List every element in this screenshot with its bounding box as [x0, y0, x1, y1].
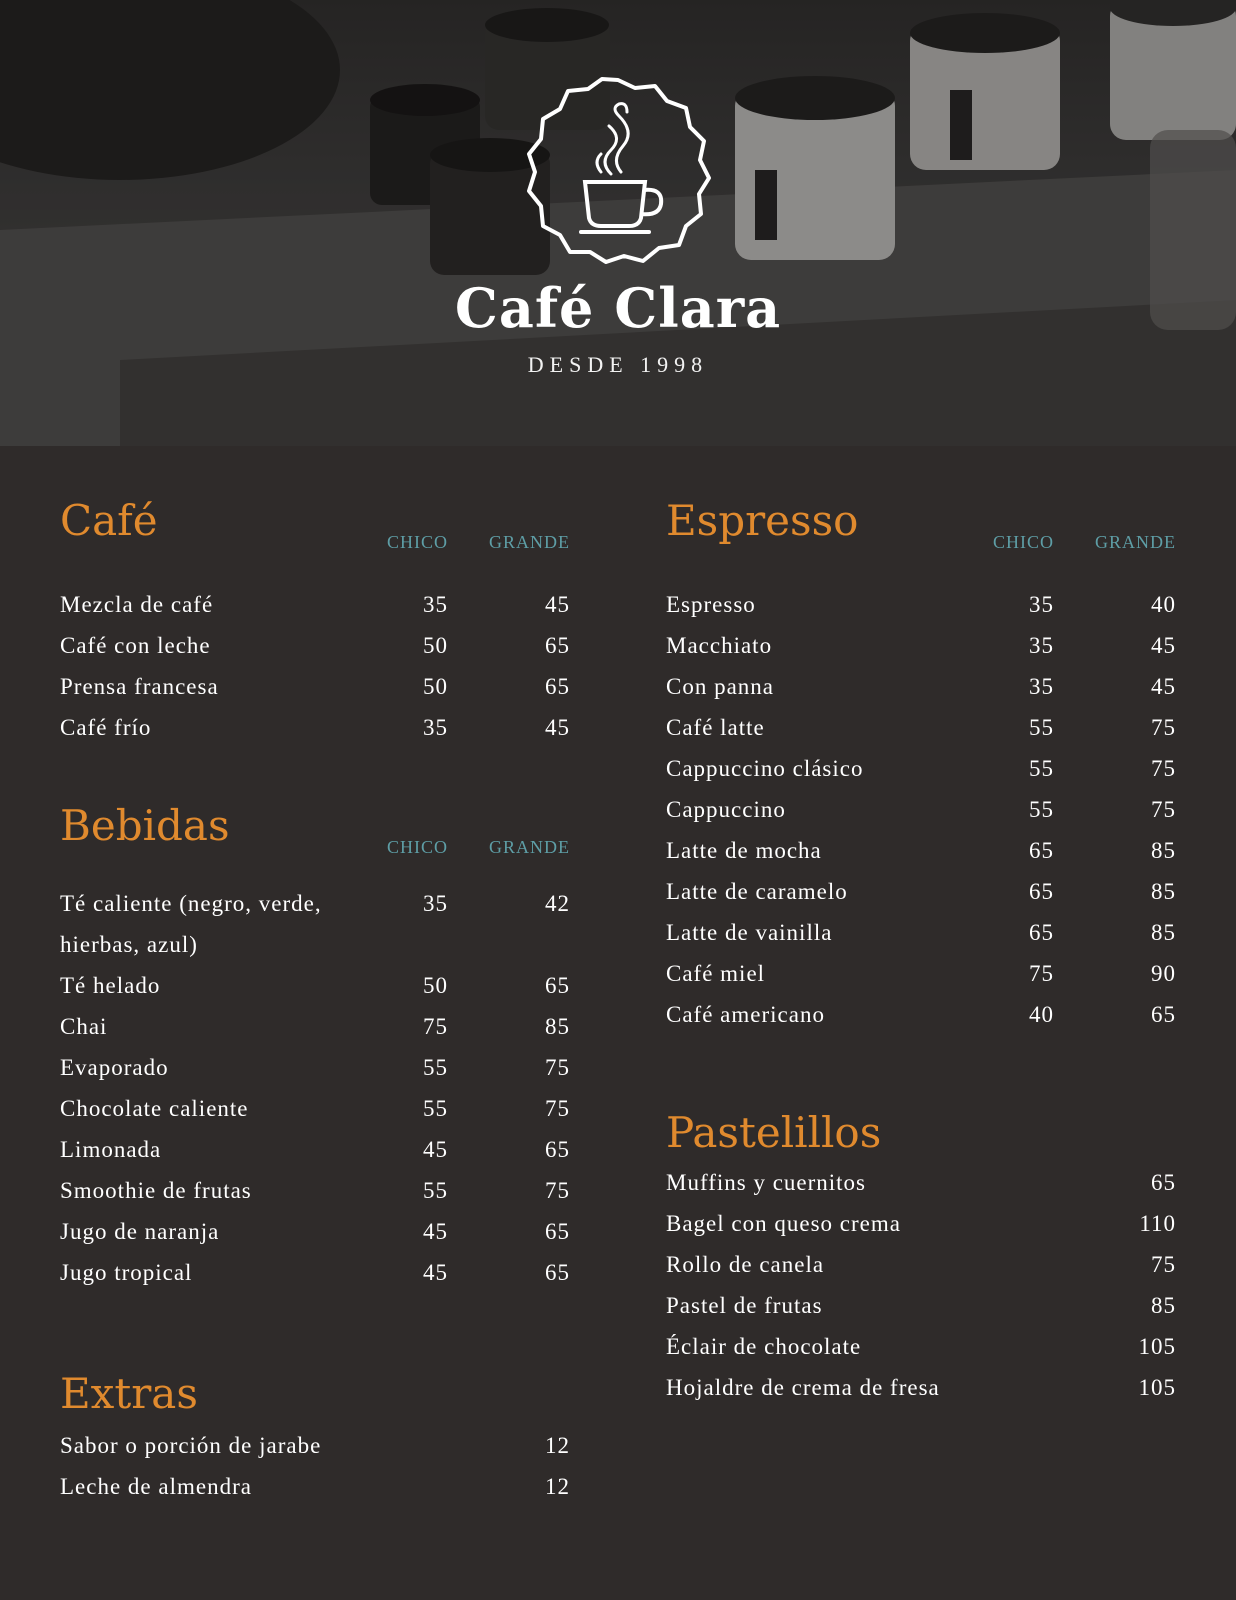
price-grande: 65 — [545, 1219, 570, 1244]
price-grande: 85 — [1151, 879, 1176, 904]
menu-item — [666, 584, 1176, 625]
item-price: 105 — [1138, 1334, 1176, 1359]
price-grande: 75 — [545, 1055, 570, 1080]
menu-item — [666, 830, 1176, 871]
price-chico: 35 — [1029, 633, 1054, 658]
item-name: Chocolate caliente — [60, 1096, 249, 1121]
menu-item — [60, 666, 570, 707]
menu-item — [60, 1047, 570, 1088]
price-chico: 50 — [423, 973, 448, 998]
item-name: Latte de mocha — [666, 838, 822, 863]
item-price: 12 — [545, 1474, 570, 1499]
item-name: Éclair de chocolate — [666, 1334, 862, 1359]
price-chico: 75 — [1029, 961, 1054, 986]
item-name: Prensa francesa — [60, 674, 219, 699]
item-name: Té helado — [60, 973, 161, 998]
brand-name: Café Clara — [454, 276, 782, 340]
item-price: 110 — [1139, 1211, 1176, 1236]
menu-item — [666, 1203, 1176, 1244]
menu-item — [666, 994, 1176, 1035]
price-grande: 90 — [1151, 961, 1176, 986]
price-grande: 45 — [1151, 674, 1176, 699]
menu-item — [666, 953, 1176, 994]
price-grande: 85 — [545, 1014, 570, 1039]
menu-item — [666, 1244, 1176, 1285]
price-chico: 35 — [423, 592, 448, 617]
price-chico: 35 — [1029, 592, 1054, 617]
menu-item — [60, 1211, 570, 1252]
price-grande: 75 — [545, 1178, 570, 1203]
item-name: Macchiato — [666, 633, 773, 658]
menu-item — [666, 1162, 1176, 1203]
item-name: Café americano — [666, 1002, 825, 1027]
menu-item — [60, 1425, 570, 1466]
menu-item — [60, 1252, 570, 1293]
price-grande: 85 — [1151, 920, 1176, 945]
menu-list — [60, 883, 570, 1293]
item-name: Latte de caramelo — [666, 879, 848, 904]
item-name: Smoothie de frutas — [60, 1178, 252, 1203]
item-name: Cappuccino clásico — [666, 756, 864, 781]
price-grande: 42 — [545, 891, 570, 916]
price-grande: 45 — [545, 715, 570, 740]
price-grande: 85 — [1151, 838, 1176, 863]
item-name: Espresso — [666, 592, 756, 617]
price-chico: 75 — [423, 1014, 448, 1039]
price-chico: 45 — [423, 1219, 448, 1244]
price-chico: 35 — [423, 891, 448, 916]
menu-item — [60, 1170, 570, 1211]
menu-item — [666, 1326, 1176, 1367]
item-name: Mezcla de café — [60, 592, 214, 617]
column-header-chico: CHICO — [992, 532, 1054, 552]
menu-item — [666, 912, 1176, 953]
price-chico: 55 — [1029, 797, 1054, 822]
column-header-grande: GRANDE — [489, 532, 570, 552]
section-title: Extras — [60, 1369, 198, 1418]
section-title: Bebidas — [60, 801, 230, 850]
price-chico: 55 — [423, 1096, 448, 1121]
price-chico: 65 — [1029, 838, 1054, 863]
hero-banner — [0, 0, 1236, 446]
item-price: 12 — [545, 1433, 570, 1458]
price-chico: 55 — [423, 1055, 448, 1080]
menu-item — [666, 748, 1176, 789]
menu-item — [60, 965, 570, 1006]
item-name: Café frío — [60, 715, 152, 740]
price-chico: 45 — [423, 1260, 448, 1285]
price-chico: 45 — [423, 1137, 448, 1162]
menu-item — [60, 625, 570, 666]
price-grande: 75 — [1151, 797, 1176, 822]
price-grande: 40 — [1151, 592, 1176, 617]
price-chico: 50 — [423, 674, 448, 699]
item-name: Evaporado — [60, 1055, 169, 1080]
menu-item — [666, 1367, 1176, 1408]
column-header-chico: CHICO — [386, 837, 448, 857]
price-grande: 45 — [545, 592, 570, 617]
coffee-cup-icon — [523, 76, 713, 266]
menu-item — [60, 1466, 570, 1507]
price-grande: 65 — [1151, 1002, 1176, 1027]
menu-item — [60, 883, 570, 965]
item-name: Café miel — [666, 961, 766, 986]
column-header-grande: GRANDE — [489, 837, 570, 857]
price-grande: 75 — [1151, 715, 1176, 740]
menu-item — [60, 1129, 570, 1170]
item-price: 65 — [1151, 1170, 1176, 1195]
price-chico: 65 — [1029, 879, 1054, 904]
price-grande: 65 — [545, 973, 570, 998]
item-price: 85 — [1151, 1293, 1176, 1318]
price-chico: 55 — [423, 1178, 448, 1203]
item-name: Jugo de naranja — [60, 1219, 220, 1244]
item-name: Con panna — [666, 674, 775, 699]
item-price: 105 — [1138, 1375, 1176, 1400]
item-name: Limonada — [60, 1137, 162, 1162]
brand-tagline: DESDE 1998 — [527, 352, 709, 377]
price-chico: 65 — [1029, 920, 1054, 945]
section-title: Espresso — [666, 496, 859, 545]
menu-list — [666, 1162, 1176, 1408]
menu-list — [60, 1425, 570, 1507]
price-grande: 75 — [1151, 756, 1176, 781]
item-name: Café con leche — [60, 633, 211, 658]
column-header-chico: CHICO — [386, 532, 448, 552]
item-name: Pastel de frutas — [666, 1293, 823, 1318]
price-chico: 55 — [1029, 756, 1054, 781]
menu-item — [666, 789, 1176, 830]
section-title: Pastelillos — [666, 1108, 882, 1157]
item-name: Bagel con queso crema — [666, 1211, 901, 1236]
price-grande: 65 — [545, 1260, 570, 1285]
price-grande: 65 — [545, 1137, 570, 1162]
item-price: 75 — [1151, 1252, 1176, 1277]
price-chico: 50 — [423, 633, 448, 658]
item-name: Rollo de canela — [666, 1252, 825, 1277]
item-name: Hojaldre de crema de fresa — [666, 1375, 940, 1400]
menu-item — [666, 871, 1176, 912]
price-chico: 55 — [1029, 715, 1054, 740]
item-name: Chai — [60, 1014, 108, 1039]
menu-item — [666, 666, 1176, 707]
menu-item — [60, 1088, 570, 1129]
item-name: Té caliente (negro, verde, hierbas, azul) — [60, 891, 322, 957]
item-name: Jugo tropical — [60, 1260, 193, 1285]
item-name: Latte de vainilla — [666, 920, 833, 945]
price-chico: 40 — [1029, 1002, 1054, 1027]
item-name: Cappuccino — [666, 797, 786, 822]
menu-item — [60, 584, 570, 625]
price-grande: 65 — [545, 633, 570, 658]
menu-list — [666, 584, 1176, 1035]
menu-item — [60, 707, 570, 748]
menu-list — [60, 584, 570, 748]
price-grande: 75 — [545, 1096, 570, 1121]
menu-item — [60, 1006, 570, 1047]
column-header-grande: GRANDE — [1095, 532, 1176, 552]
price-grande: 45 — [1151, 633, 1176, 658]
menu-item — [666, 707, 1176, 748]
menu-item — [666, 625, 1176, 666]
item-name: Sabor o porción de jarabe — [60, 1433, 322, 1458]
menu-item — [666, 1285, 1176, 1326]
price-chico: 35 — [423, 715, 448, 740]
price-chico: 35 — [1029, 674, 1054, 699]
item-name: Muffins y cuernitos — [666, 1170, 867, 1195]
price-grande: 65 — [545, 674, 570, 699]
item-name: Café latte — [666, 715, 765, 740]
item-name: Leche de almendra — [60, 1474, 252, 1499]
section-title: Café — [60, 496, 158, 545]
